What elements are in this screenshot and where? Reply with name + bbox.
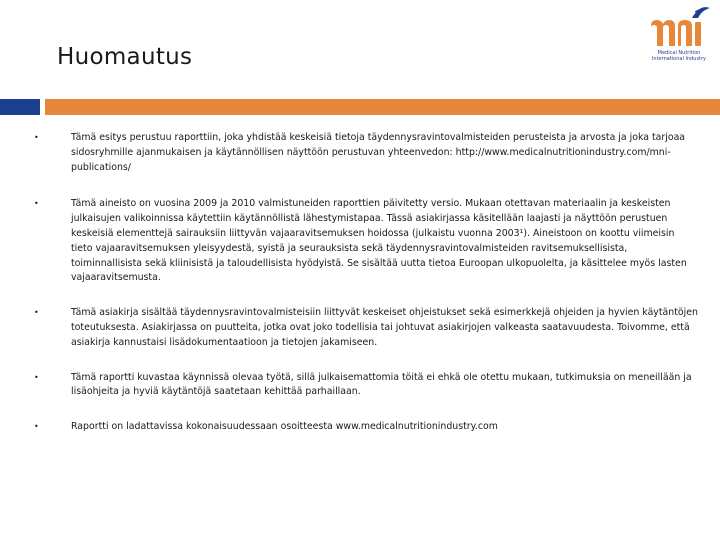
logo-subtitle: [645, 50, 713, 62]
bullet-text: Tämä aineisto on vuosina 2009 ja 2010 valmistuneiden raporttien päivitetty versio. Mukaan otettavan materiaalin ja keskeisten julkaisujen valikoinnissa käytettiin käytännöllistä lähestymistapaa. Tässä asiakirjassa käsitellään laajasti ja näyttöön perustuen keskeisiä elementtejä sairauksiin liittyvän vajaaravitsemuksen hoidossa (julkaistu vuonna 2003¹). Aineistoon on koottu viimeisin tieto vajaaravitsemuksen yleisyydestä, syistä ja seurauksista sekä täydennysravintovalmisteiden ravitsemuksellisista, toiminnallisista sekä kliinisistä ja taloudellisista hyödyistä. Se sisältää uutta tietoa Euroopan ulkopuolelta, ja käsittelee myös lasten vajaaravitsemusta.: [71, 198, 687, 284]
bullet-icon: •: [34, 372, 39, 382]
bullet-list: [34, 131, 698, 435]
list-item: [34, 420, 698, 435]
bullet-icon: •: [34, 133, 39, 142]
list-item: [34, 371, 698, 401]
list-item: [34, 131, 698, 175]
bullet-text: Tämä raportti kuvastaa käynnissä olevaa työtä, sillä julkaisemattomia töitä ei ehkä ole otettu mukaan, tutkimuksia on meneillään ja lisäohjeita ja hyviä käytäntöjä saatetaan kehittää parhaillaan.: [71, 371, 692, 398]
slide-title: Huomautus: [57, 44, 193, 70]
bullet-text: Raportti on ladattavissa kokonaisuudessaan osoitteesta www.medicalnutritionindustry.com: [71, 421, 498, 433]
bullet-icon: •: [34, 199, 39, 209]
bullet-icon: •: [34, 308, 39, 318]
list-item: [34, 306, 698, 350]
logo-subtitle-line2: International Industry: [651, 56, 707, 62]
bullet-text: Tämä esitys perustuu raporttiin, joka yhdistää keskeisiä tietoja täydennysravintovalmisteiden perusteista ja arvosta ja joka tarjoaa sidosryhmille ajanmukaisen ja käytännöllisen näyttöön perustuvan yhteenvedon: http://www.medicalnutritionindustry.com/mni-publications/: [71, 132, 686, 173]
logo-subtitle-line1: Medical Nutrition: [657, 50, 701, 56]
mni-logo: [645, 6, 713, 66]
bullet-text: Tämä asiakirja sisältää täydennysravintovalmisteisiin liittyvät keskeiset ohjeistukset sekä esimerkkejä ohjeiden ja hyvien käytäntöjen toteutuksesta. Asiakirjassa on puutteita, jotka ovat joko todellisia tai johtuvat asiakirjojen valkeasta saatavuudesta. Toivomme, että asiakirja kannustaisi lisädokumentaatioon ja tietojen jakamiseen.: [71, 307, 698, 348]
accent-bar-orange: [45, 99, 720, 115]
list-item: [34, 197, 698, 286]
accent-bar-blue: [0, 99, 40, 115]
mni-logo-mark: [645, 6, 713, 50]
bullet-icon: •: [34, 422, 39, 432]
